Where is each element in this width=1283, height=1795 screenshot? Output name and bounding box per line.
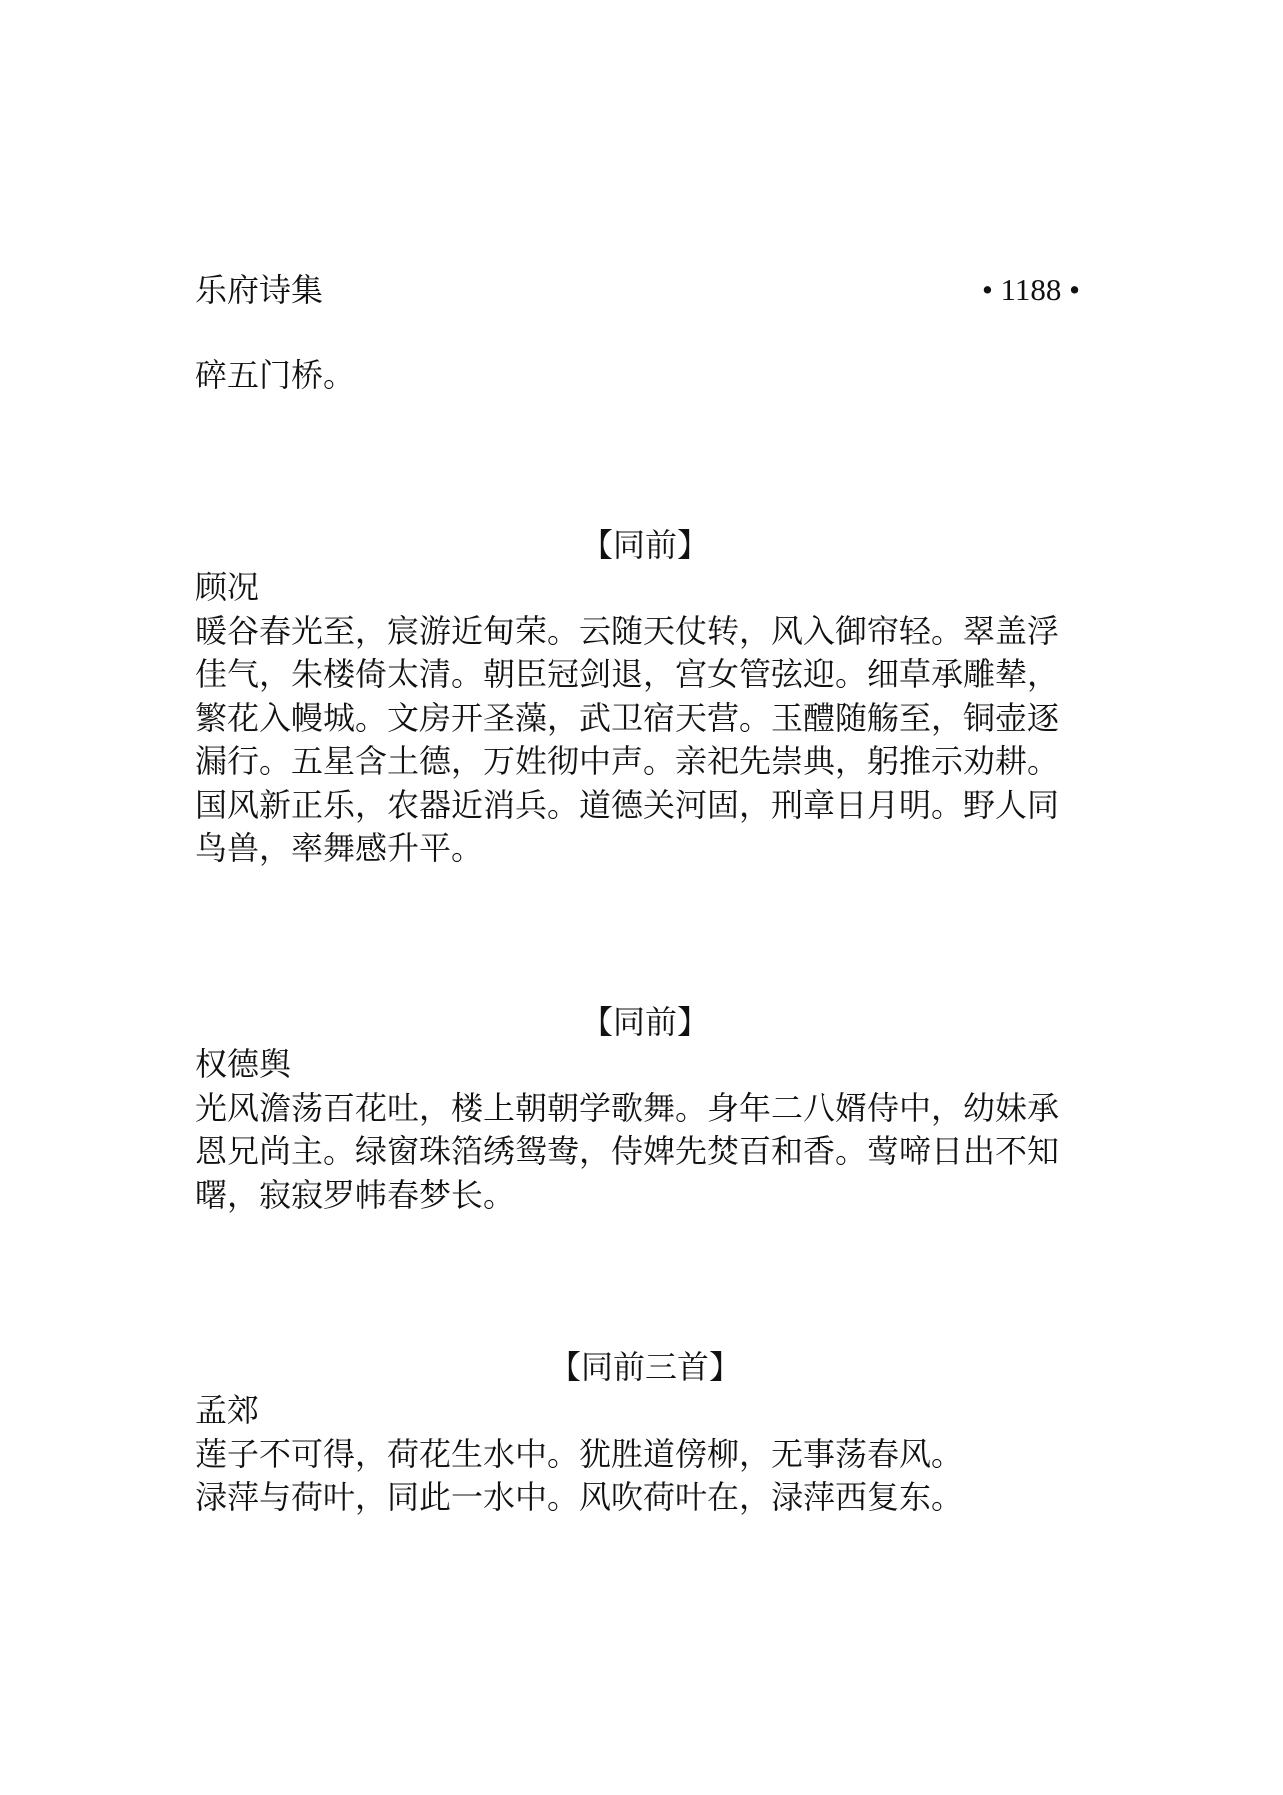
poem-author: 顾况 (195, 568, 260, 606)
page-number: • 1188 • (981, 272, 1080, 307)
poem-author: 孟郊 (195, 1391, 260, 1429)
poem-heading: 【同前】 (580, 526, 709, 564)
poem-section (195, 566, 1095, 871)
poem-text: 莲子不可得，荷花生水中。犹胜道傍柳，无事荡春风。 渌萍与荷叶，同此一水中。风吹荷叶在，渌萍西复东。 (195, 1434, 964, 1516)
book-title: 乐府诗集 (195, 271, 324, 309)
poem-heading: 【同前】 (580, 1003, 709, 1041)
poem-text: 光风澹荡百花吐，楼上朝朝学歌舞。身年二八婿侍中，幼妹承 恩兄尚主。绿窗珠箔绣鸳鸯，侍婢先焚百和香。莺啼日出不知 曙，寂寂罗帏春梦长。 (195, 1088, 1060, 1214)
poem-section (195, 1389, 1095, 1520)
poem-heading: 【同前三首】 (548, 1348, 741, 1386)
poem-section (195, 1043, 1095, 1217)
poem-author: 权德舆 (195, 1045, 292, 1083)
carryover-text: 碎五门桥。 (195, 356, 356, 394)
poem-text: 暖谷春光至，宸游近甸荣。云随天仗转，风入御帘轻。翠盖浮 佳气，朱楼倚太清。朝臣冠剑退，宫女管弦迎。细草承雕辇， 繁花入幔城。文房开圣藻，武卫宿天营。玉醴随觞至，铜壶逐 漏行。五星含土德，万姓彻中声。亲祀先崇典，躬推示劝耕。 国风新正乐，农器近消兵。道德关河固，刑章日月明。野人同 鸟兽，率舞感升平。 (195, 611, 1060, 867)
running-header (195, 268, 1080, 312)
